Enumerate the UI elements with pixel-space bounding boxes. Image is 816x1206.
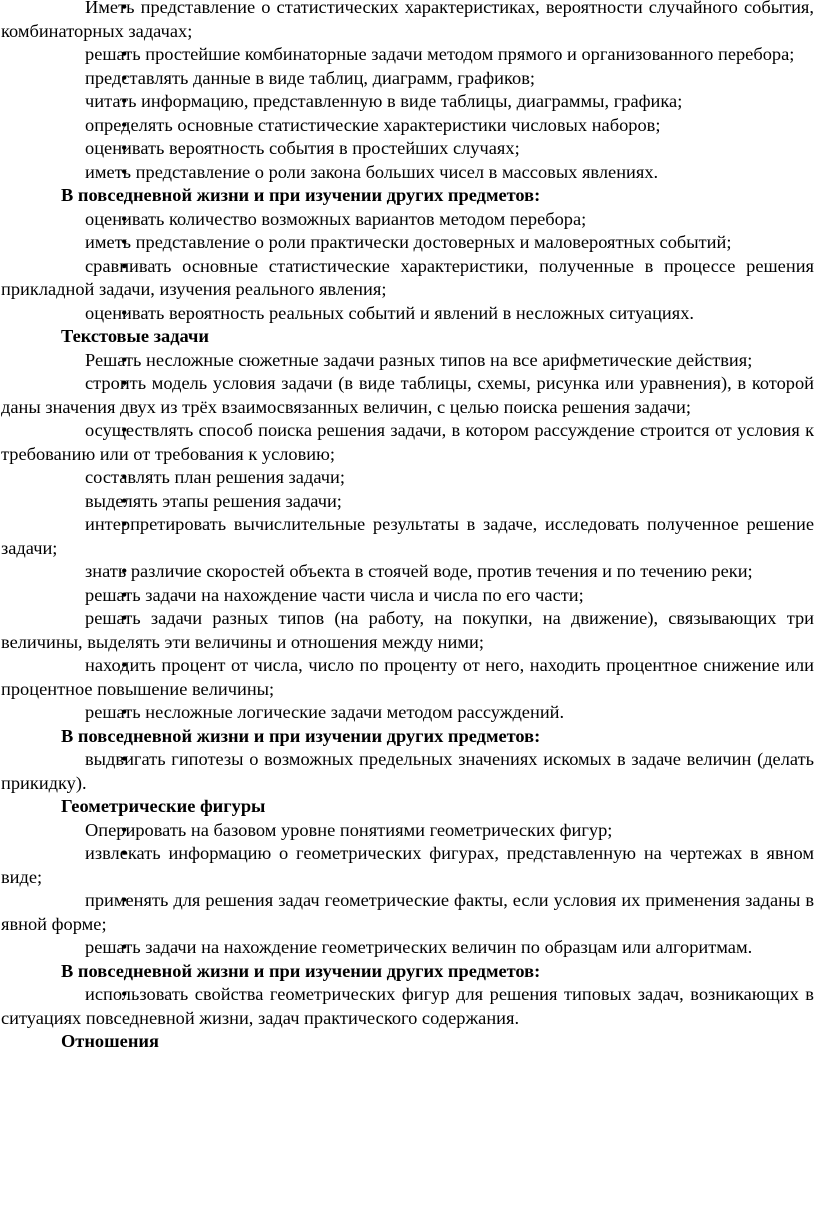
bullet-paragraph: • извлекать информацию о геометрических фигурах, представленную на чертежах в явном виде; bbox=[1, 842, 814, 889]
section-heading: Текстовые задачи bbox=[61, 326, 209, 346]
bullet-paragraph: • составлять план решения задачи; bbox=[1, 466, 814, 490]
bullet-paragraph: • оценивать вероятность реальных событий и явлений в несложных ситуациях. bbox=[1, 302, 814, 326]
bullet-paragraph: • иметь представление о роли практически достоверных и маловероятных событий; bbox=[1, 231, 814, 255]
section-heading: В повседневной жизни и при изучении других предметов: bbox=[61, 960, 541, 981]
bullet-paragraph: • оценивать количество возможных вариантов методом перебора; bbox=[1, 208, 814, 232]
section-heading: Геометрические фигуры bbox=[61, 796, 266, 816]
bullet-paragraph: • решать простейшие комбинаторные задачи методом прямого и организованного перебора; bbox=[1, 43, 814, 67]
bullet-paragraph: • Решать несложные сюжетные задачи разных типов на все арифметические действия; bbox=[1, 349, 814, 373]
bullet-paragraph: • читать информацию, представленную в виде таблицы, диаграммы, графика; bbox=[1, 90, 814, 114]
section-heading: Отношения bbox=[61, 1031, 159, 1051]
bullet-paragraph: • знать различие скоростей объекта в стоячей воде, против течения и по течению реки; bbox=[1, 560, 814, 584]
bullet-paragraph: • оценивать вероятность события в простейших случаях; bbox=[1, 137, 814, 161]
bullet-paragraph: • решать задачи на нахождение части числа и числа по его части; bbox=[1, 584, 814, 608]
bullet-paragraph: • решать несложные логические задачи методом рассуждений. bbox=[1, 701, 814, 725]
bullet-paragraph: • Иметь представление о статистических характеристиках, вероятности случайного события, комбинаторных задачах; bbox=[1, 0, 814, 43]
bullet-paragraph: • решать задачи разных типов (на работу, на покупки, на движение), связывающих три величины, выделять эти величины и отношения между ними; bbox=[1, 607, 814, 654]
bullet-paragraph: • находить процент от числа, число по проценту от него, находить процентное снижение или процентное повышение величины; bbox=[1, 654, 814, 701]
bullet-paragraph: • строить модель условия задачи (в виде таблицы, схемы, рисунка или уравнения), в которой даны значения двух из трёх взаимосвязанных величин, с целью поиска решения задачи; bbox=[1, 372, 814, 419]
section-heading: В повседневной жизни и при изучении других предметов: bbox=[61, 725, 541, 746]
bullet-paragraph: • использовать свойства геометрических фигур для решения типовых задач, возникающих в ситуациях повседневной жизни, задач практического содержания. bbox=[1, 983, 814, 1030]
bullet-paragraph: • интерпретировать вычислительные результаты в задаче, исследовать полученное решение задачи; bbox=[1, 513, 814, 560]
bullet-paragraph: • выделять этапы решения задачи; bbox=[1, 490, 814, 514]
bullet-paragraph: • решать задачи на нахождение геометрических величин по образцам или алгоритмам. bbox=[1, 936, 814, 960]
bullet-paragraph: • Оперировать на базовом уровне понятиями геометрических фигур; bbox=[1, 819, 814, 843]
bullet-paragraph: • применять для решения задач геометрические факты, если условия их применения заданы в явной форме; bbox=[1, 889, 814, 936]
bullet-paragraph: • выдвигать гипотезы о возможных предельных значениях искомых в задаче величин (делать прикидку). bbox=[1, 748, 814, 795]
bullet-paragraph: • представлять данные в виде таблиц, диаграмм, графиков; bbox=[1, 67, 814, 91]
bullet-paragraph: • сравнивать основные статистические характеристики, полученные в процессе решения прикладной задачи, изучения реального явления; bbox=[1, 255, 814, 302]
bullet-paragraph: • осуществлять способ поиска решения задачи, в котором рассуждение строится от условия к требованию или от требования к условию; bbox=[1, 419, 814, 466]
section-heading: В повседневной жизни и при изучении других предметов: bbox=[61, 185, 541, 205]
bullet-paragraph: • иметь представление о роли закона больших чисел в массовых явлениях. bbox=[1, 161, 814, 185]
bullet-paragraph: • определять основные статистические характеристики числовых наборов; bbox=[1, 114, 814, 138]
